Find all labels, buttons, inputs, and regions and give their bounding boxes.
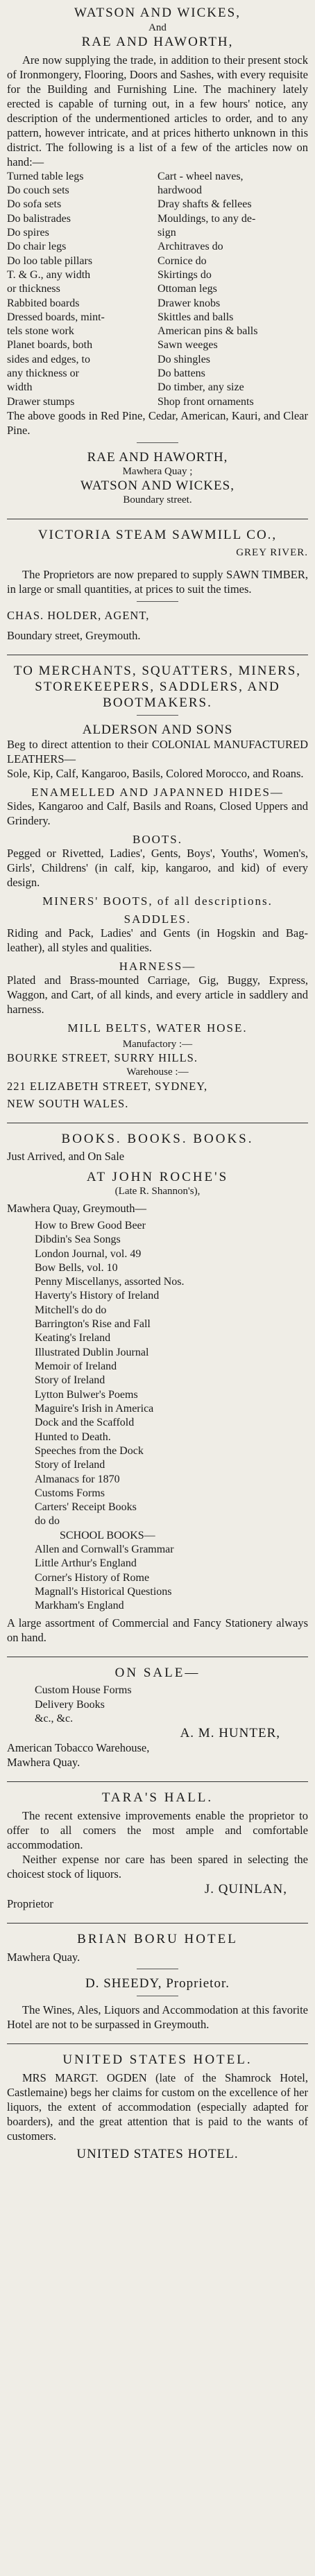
alderson-belts: MILL BELTS, WATER HOSE. [67, 1021, 248, 1035]
brian-boru-ad [7, 1932, 308, 2040]
watson-item-row [7, 338, 308, 352]
watson-item-row [7, 297, 308, 311]
alderson-boots: Pegged or Rivetted, Ladies', Gents, Boys', Youths', Women's, Girls', Childrens' (in calf, kip, kangaroo, and kid) of every design. [7, 847, 308, 890]
watson-item-right: hardwood [158, 184, 203, 197]
taras-sig-role: Proprietor [7, 1896, 53, 1910]
alderson-warehouse-head: Warehouse :— [126, 1066, 189, 1078]
alderson-harness: Plated and Brass-mounted Carriage, Gig, Buggy, Express, Waggon, and Cart, of all kinds, and every article in saddlery and harness. [7, 973, 308, 1016]
watson-intro: Are now supplying the trade, in addition to their present stock of Ironmongery, Flooring, Doors and Sashes, with every requisite for the Building and Furnishing Line. The machinery lately erected is capable of turning out, in a few hours' notice, any description of the undermentioned articles to order, and to any pattern, however intricate, and at prices hitherto unknown in this district. The following is a list of a few of the articles now on hand:— [7, 53, 308, 168]
book-title-item: London Journal, vol. 49 [35, 1247, 142, 1260]
alderson-boots-head: BOOTS. [133, 833, 182, 847]
divider [7, 1781, 308, 1782]
books-title-list [7, 1219, 308, 1529]
watson-sig1: RAE AND HAWORTH, [87, 449, 228, 465]
onsale-item: Delivery Books [35, 1698, 105, 1711]
book-title-item: Illustrated Dublin Journal [35, 1346, 149, 1358]
school-book-item: Allen and Cornwall's Grammar [35, 1544, 174, 1556]
books-addr: Mawhera Quay, Greymouth— [7, 1201, 146, 1215]
victoria-addr: Boundary street, Greymouth. [7, 629, 141, 643]
divider [137, 715, 178, 716]
watson-item-left: Do sofa sets [7, 198, 62, 211]
united-footer: UNITED STATES HOTEL. [76, 2146, 239, 2161]
watson-items-table [7, 170, 308, 409]
divider [7, 2043, 308, 2044]
taras-body1: The recent extensive improvements enable the proprietor to offer to all comers the most ample and comfortable accommodation. [7, 1808, 308, 1851]
watson-item-left: Drawer stumps [7, 395, 75, 408]
onsale-sig-sub: American Tobacco Warehouse, [7, 1741, 150, 1755]
book-title-item: Keating's Ireland [35, 1332, 111, 1345]
brian-body: The Wines, Ales, Liquors and Accommodation at this favorite Hotel are not to be surpassed in Greymouth. [7, 2003, 308, 2032]
alderson-factory: BOURKE STREET, SURRY HILLS. [7, 1051, 198, 1065]
watson-item-right: sign [158, 226, 176, 239]
watson-item-left: any thickness or [7, 368, 79, 380]
books-sub: Just Arrived, and On Sale [7, 1150, 125, 1164]
books-footer: A large assortment of Commercial and Fancy Stationery always on hand. [7, 1616, 308, 1644]
book-title-item: Hunted to Death. [35, 1430, 111, 1443]
watson-sig2: WATSON AND WICKES, [80, 478, 235, 494]
onsale-sig-addr: Mawhera Quay. [7, 1756, 80, 1770]
watson-item-row [7, 240, 308, 254]
taras-body2: Neither expense nor care has been spared in selecting the choicest stock of liquors. [7, 1852, 308, 1881]
united-body: MRS MARGT. OGDEN (late of the Shamrock Hotel, Castlemaine) begs her claims for custom on the excellence of her liquors, the extent of accommodation (especially adapted for boarders), and the great attention that is paid to the wants of customers. [7, 2071, 308, 2143]
alderson-leathers: Sole, Kip, Calf, Kangaroo, Basils, Colored Morocco, and Roans. [7, 767, 304, 781]
watson-item-right: American pins & balls [158, 325, 258, 338]
watson-item-row [7, 212, 308, 226]
brian-addr: Mawhera Quay. [7, 1950, 80, 1964]
watson-title-and: And [148, 21, 167, 33]
book-title-item: Dibdin's Sea Songs [35, 1234, 121, 1246]
watson-item-left: Dressed boards, mint- [7, 311, 105, 323]
watson-item-left: Rabbited boards [7, 297, 80, 309]
onsale-sig: A. M. HUNTER, [180, 1726, 280, 1741]
victoria-title: VICTORIA STEAM SAWMILL CO., [37, 527, 278, 542]
book-title-item: Speeches from the Dock [35, 1444, 144, 1457]
watson-item-left: Do balistrades [7, 212, 71, 225]
victoria-sub: GREY RIVER. [236, 546, 308, 558]
watson-item-row [7, 254, 308, 268]
watson-item-row [7, 353, 308, 367]
book-title-item: Lytton Bulwer's Poems [35, 1388, 138, 1401]
watson-item-left: Do couch sets [7, 184, 69, 197]
book-title-item: Memoir of Ireland [35, 1360, 117, 1373]
watson-item-right: Ottoman legs [158, 283, 217, 295]
book-title-item: do do [35, 1515, 60, 1528]
watson-item-right: Skittles and balls [158, 311, 234, 323]
watson-item-left: T. & G., any width [7, 268, 91, 281]
watson-item-row [7, 198, 308, 211]
watson-item-row [7, 381, 308, 395]
book-title-item: How to Brew Good Beer [35, 1219, 146, 1231]
watson-sig1-addr: Mawhera Quay ; [122, 465, 193, 477]
onsale-ad [7, 1666, 308, 1778]
alderson-enamelled-head: ENAMELLED AND JAPANNED HIDES— [31, 786, 284, 799]
book-title-item: Haverty's History of Ireland [35, 1290, 160, 1302]
watson-item-right: Drawer knobs [158, 297, 221, 309]
watson-item-right: Architraves do [158, 241, 223, 253]
book-title-item: Dock and the Scaffold [35, 1417, 135, 1429]
books-at: AT JOHN ROCHE'S [86, 1170, 229, 1185]
alderson-title: TO MERCHANTS, SQUATTERS, MINERS, STOREKEEPERS, SADDLERS, AND BOOTMAKERS. [13, 664, 302, 710]
united-states-ad [7, 2052, 308, 2169]
watson-title-2: RAE AND HAWORTH, [81, 35, 234, 50]
divider [137, 601, 178, 602]
victoria-sawmill-ad [7, 528, 308, 650]
school-book-item: Magnall's Historical Questions [35, 1586, 172, 1598]
watson-item-row [7, 184, 308, 198]
divider [7, 1923, 308, 1924]
school-book-item: Markham's England [35, 1600, 124, 1612]
watson-item-left: tels stone work [7, 325, 74, 338]
watson-sig2-addr: Boundary street. [123, 494, 192, 506]
alderson-miners: MINERS' BOOTS, of all descriptions. [42, 894, 273, 908]
taras-title: TARA'S HALL. [101, 1790, 214, 1806]
watson-item-row [7, 395, 308, 409]
taras-sig: J. QUINLAN, [204, 1881, 287, 1896]
watson-item-right: Skirtings do [158, 268, 212, 281]
watson-item-row [7, 311, 308, 325]
alderson-saddles-head: SADDLES. [124, 913, 191, 926]
watson-item-right: Shop front ornaments [158, 395, 254, 408]
watson-item-right: Sawn weeges [158, 339, 218, 352]
alderson-harness-head: HARNESS— [119, 959, 196, 973]
watson-item-right: Cart - wheel naves, [158, 170, 244, 182]
watson-item-row [7, 226, 308, 240]
book-title-item: Almanacs for 1870 [35, 1473, 120, 1485]
watson-item-left: width [7, 381, 33, 394]
alderson-factory-head: Manufactory :— [122, 1038, 193, 1050]
alderson-state: NEW SOUTH WALES. [7, 1096, 129, 1110]
watson-item-left: Do chair legs [7, 241, 67, 253]
watson-item-right: Dray shafts & fellees [158, 198, 252, 211]
watson-item-left: Do spires [7, 226, 49, 239]
watson-item-right: Do battens [158, 368, 205, 380]
taras-hall-ad [7, 1790, 308, 1919]
brian-title: BRIAN BORU HOTEL [77, 1931, 238, 1946]
book-title-item: Barrington's Rise and Fall [35, 1318, 151, 1331]
watson-item-right: Do shingles [158, 353, 211, 365]
watson-item-row [7, 170, 308, 184]
book-title-item: Customs Forms [35, 1487, 105, 1499]
school-book-item: Little Arthur's England [35, 1557, 137, 1570]
watson-item-left: or thickness [7, 283, 60, 295]
victoria-agent: CHAS. HOLDER, AGENT, [7, 609, 150, 623]
book-title-item: Story of Ireland [35, 1374, 105, 1387]
books-late: (Late R. Shannon's), [114, 1186, 201, 1198]
watson-timber: The above goods in Red Pine, Cedar, American, Kauri, and Clear Pine. [7, 409, 308, 437]
watson-item-left: Do loo table pillars [7, 254, 93, 267]
watson-title: WATSON AND WICKES, [74, 6, 241, 20]
watson-item-right: Mouldings, to any de- [158, 212, 256, 225]
alderson-ad [7, 664, 308, 1118]
alderson-intro: Beg to direct attention to their COLONIAL MANUFACTURED LEATHERS— [7, 738, 308, 766]
book-title-item: Bow Bells, vol. 10 [35, 1261, 118, 1274]
onsale-item: Custom House Forms [35, 1684, 132, 1697]
watson-item-row [7, 282, 308, 296]
victoria-body: The Proprietors are now prepared to supply SAWN TIMBER, in large or small quantities, at prices to suit the times. [7, 568, 308, 596]
alderson-enamelled: Sides, Kangaroo and Calf, Basils and Roans, Closed Uppers and Grindery. [7, 799, 308, 828]
alderson-warehouse: 221 ELIZABETH STREET, SYDNEY, [7, 1079, 208, 1093]
book-title-item: Mitchell's do do [35, 1304, 107, 1316]
books-school-head: SCHOOL BOOKS— [60, 1529, 155, 1541]
watson-wickes-ad [7, 6, 308, 515]
books-title: BOOKS. BOOKS. BOOKS. [61, 1131, 254, 1146]
onsale-items [7, 1684, 308, 1726]
watson-item-row [7, 325, 308, 338]
watson-item-row [7, 268, 308, 282]
watson-item-left: Planet boards, both [7, 339, 93, 352]
watson-item-right: Cornice do [158, 254, 207, 267]
book-title-item: Penny Miscellanys, assorted Nos. [35, 1276, 185, 1288]
united-title: UNITED STATES HOTEL. [62, 2052, 253, 2068]
alderson-saddles: Riding and Pack, Ladies' and Gents (in Hogskin and Bag-leather), all styles and qualities. [7, 926, 308, 955]
onsale-title: ON SALE— [114, 1665, 201, 1680]
books-school-list [7, 1529, 308, 1614]
watson-item-left: Turned table legs [7, 170, 84, 182]
divider [137, 442, 178, 443]
watson-item-right: Do timber, any size [158, 381, 244, 394]
book-title-item: Maguire's Irish in America [35, 1402, 154, 1415]
school-book-item: Corner's History of Rome [35, 1571, 150, 1584]
alderson-firm: ALDERSON AND SONS [82, 723, 233, 738]
books-ad [7, 1132, 308, 1652]
onsale-item: &c., &c. [35, 1712, 74, 1724]
watson-item-row [7, 367, 308, 381]
book-title-item: Story of Ireland [35, 1459, 105, 1471]
watson-item-left: sides and edges, to [7, 353, 90, 365]
book-title-item: Carters' Receipt Books [35, 1501, 137, 1514]
brian-sig: D. SHEEDY, Proprietor. [85, 1976, 230, 1991]
